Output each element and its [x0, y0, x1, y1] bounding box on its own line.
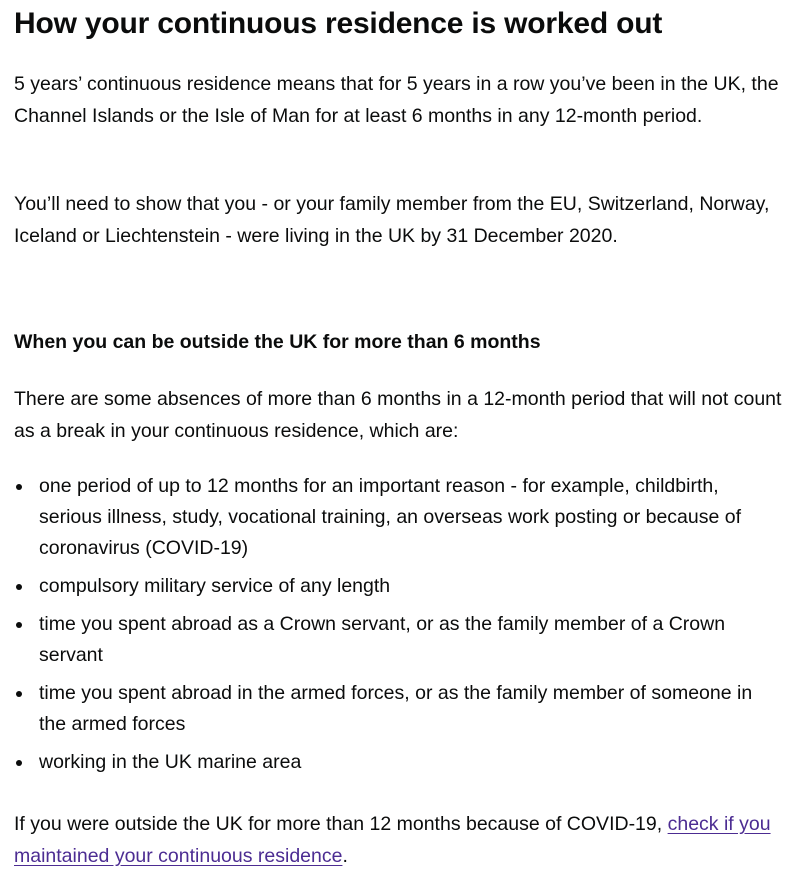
absences-list: [14, 471, 774, 785]
covid-paragraph: [14, 808, 789, 872]
continuous-residence-link[interactable]: check if you maintained your continuous residence: [14, 813, 771, 867]
list-item: working in the UK marine area: [14, 747, 774, 778]
absences-lead-paragraph: There are some absences of more than 6 months in a 12-month period that will not count as a break in your continuous residence, which are:: [14, 388, 782, 442]
list-item: time you spent abroad as a Crown servant, or as the family member of a Crown servant: [14, 609, 774, 671]
absences-subheading: When you can be outside the UK for more than 6 months: [14, 331, 541, 353]
list-item: compulsory military service of any length: [14, 571, 774, 602]
covid-text-end: .: [342, 845, 348, 867]
intro-paragraph-2: You’ll need to show that you - or your family member from the EU, Switzerland, Norway, Iceland or Liechtenstein - were living in the UK by 31 December 2020.: [14, 193, 770, 247]
covid-text: If you were outside the UK for more than 12 months because of COVID-19,: [14, 813, 668, 835]
page-heading: How your continuous residence is worked out: [14, 7, 663, 40]
list-item: time you spent abroad in the armed forces, or as the family member of someone in the armed forces: [14, 678, 774, 740]
list-item: one period of up to 12 months for an important reason - for example, childbirth, serious illness, study, vocational training, an overseas work posting or because of coronavirus (COVID-19): [14, 471, 774, 564]
intro-paragraph-1: 5 years’ continuous residence means that for 5 years in a row you’ve been in the UK, the Channel Islands or the Isle of Man for at least 6 months in any 12-month period.: [14, 73, 779, 127]
